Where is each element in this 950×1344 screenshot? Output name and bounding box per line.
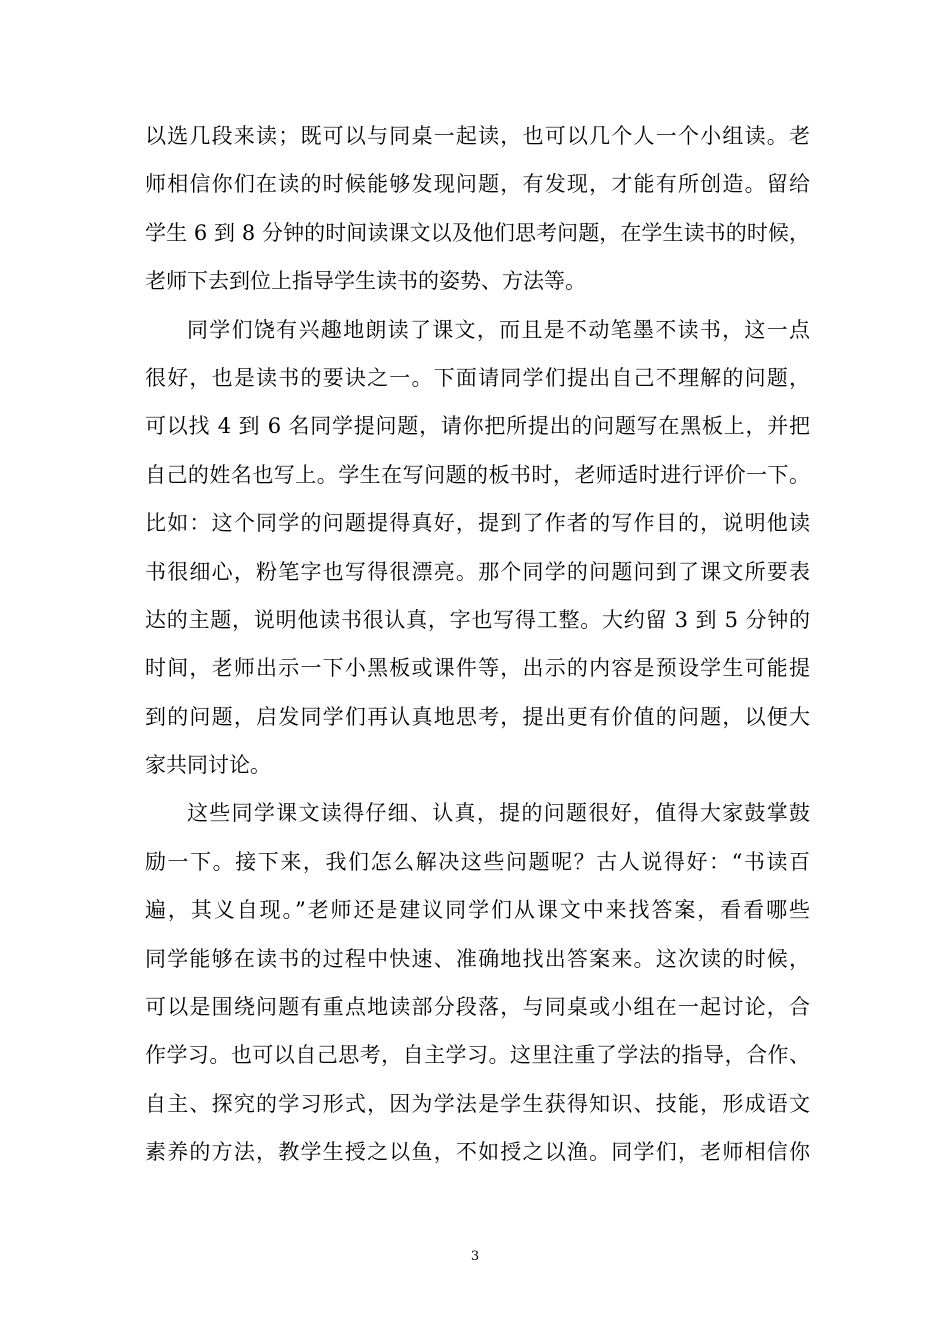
text-line: 自主、探究的学习形式，因为学法是学生获得知识、技能，形成语文 (145, 1091, 810, 1116)
text-line: 遍，其义自现。”老师还是建议同学们从课文中来找答案，看看哪些 (145, 898, 810, 923)
text-line: 这些同学课文读得仔细、认真，提的问题很好，值得大家鼓掌鼓 (187, 801, 810, 826)
text-line: 同学能够在读书的过程中快速、准确地找出答案来。这次读的时候， (145, 946, 810, 971)
page-number: 3 (470, 1249, 480, 1264)
text-line: 可以找 4 到 6 名同学提问题，请你把所提出的问题写在黑板上，并把 (145, 414, 810, 439)
text-line: 书很细心，粉笔字也写得很漂亮。那个同学的问题问到了课文所要表 (145, 559, 810, 584)
text-line: 以选几段来读；既可以与同桌一起读，也可以几个人一个小组读。老 (145, 124, 810, 148)
text-line: 时间，老师出示一下小黑板或课件等，出示的内容是预设学生可能提 (145, 656, 810, 681)
text-line: 同学们饶有兴趣地朗读了课文，而且是不动笔墨不读书，这一点 (187, 317, 810, 342)
text-line: 励一下。接下来，我们怎么解决这些问题呢？古人说得好：“书读百 (145, 849, 810, 874)
text-line: 达的主题，说明他读书很认真，字也写得工整。大约留 3 到 5 分钟的 (145, 607, 810, 632)
text-line: 到的问题，启发同学们再认真地思考，提出更有价值的问题，以便大 (145, 704, 810, 729)
text-line: 学生 6 到 8 分钟的时间读课文以及他们思考问题，在学生读书的时候， (145, 220, 810, 245)
text-line: 自己的姓名也写上。学生在写问题的板书时，老师适时进行评价一下。 (145, 462, 810, 487)
text-line: 很好，也是读书的要诀之一。下面请同学们提出自己不理解的问题， (145, 365, 810, 390)
text-line: 可以是围绕问题有重点地读部分段落，与同桌或小组在一起讨论，合 (145, 995, 810, 1020)
body-text (145, 112, 810, 1177)
text-line: 素养的方法，教学生授之以鱼，不如授之以渔。同学们，老师相信你 (145, 1140, 810, 1165)
text-line: 家共同讨论。 (145, 753, 271, 778)
text-line: 师相信你们在读的时候能够发现问题，有发现，才能有所创造。留给 (145, 172, 810, 197)
text-line: 老师下去到位上指导学生读书的姿势、方法等。 (145, 269, 586, 294)
text-line: 作学习。也可以自己思考，自主学习。这里注重了学法的指导，合作、 (145, 1043, 810, 1068)
text-line: 比如：这个同学的问题提得真好，提到了作者的写作目的，说明他读 (145, 511, 810, 536)
